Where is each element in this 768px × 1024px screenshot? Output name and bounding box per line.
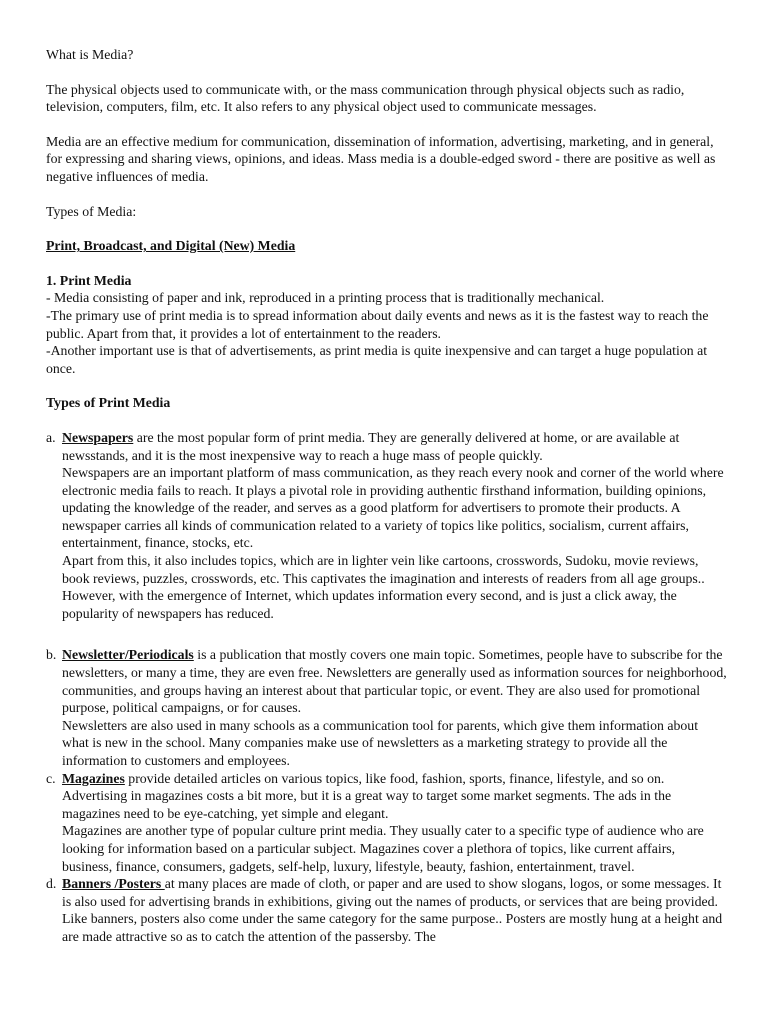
term-newsletter: Newsletter/Periodicals (62, 647, 194, 663)
term-magazines: Magazines (62, 770, 125, 786)
term-newspapers: Newspapers (62, 429, 134, 445)
print-media-line-2: -The primary use of print media is to spread information about daily events and news as it is the fastest way to reach the public. Apart from that, it provides a lot of entertainment to the readers. (46, 307, 709, 341)
term-banners: Banners /Posters (62, 876, 165, 892)
item-paragraph: Newsletters are also used in many schools as a communication tool for parents, which give them information about what is new in the school. Many companies make use of newsletters as a marketing strategy to provide all the information to customers and employees. (62, 717, 699, 768)
list-marker: b. (46, 647, 57, 663)
item-paragraph: Apart from this, it also includes topics, which are in lighter vein like cartoons, crosswords, Sudoku, movie reviews, book reviews, puzzles, crosswords, etc. This captivates the imagination and interests of readers from all age groups.. However, with the emergence of Internet, which updates information every second, and is just a click away, the popularity of newspapers has reduced. (62, 553, 705, 621)
types-of-print-media-heading: Types of Print Media (46, 395, 171, 411)
intro-paragraph-1: The physical objects used to communicate with, or the mass communication through physical objects such as radio, television, computers, film, etc. It also refers to any physical object used to communicate messages. (46, 81, 685, 115)
item-paragraph: Newspapers are an important platform of mass communication, as they reach every nook and corner of the world where electronic media fails to reach. It plays a pivotal role in providing authentic firsthand information, building opinions, updating the knowledge of the reader, and serves as a good platform for advertisers to promote their products. A newspaper carries all kinds of communication related to a variety of topics like politics, socialism, current affairs, entertainment, finance, stocks, etc. (62, 465, 724, 551)
intro-paragraph-2: Media are an effective medium for communication, dissemination of information, advertising, marketing, and in general, for expressing and sharing views, opinions, and ideas. Mass media is a double-edged sword - there are positive as well as negative influences of media. (46, 133, 716, 184)
print-media-types-list (46, 429, 728, 946)
section-heading: Print, Broadcast, and Digital (New) Media (46, 238, 296, 254)
types-of-media-label: Types of Media: (46, 203, 137, 219)
list-marker: a. (46, 429, 56, 445)
print-media-line-3: -Another important use is that of advertisements, as print media is quite inexpensive and can target a huge population at once. (46, 343, 708, 376)
print-media-heading: 1. Print Media (46, 272, 132, 288)
list-marker: d. (46, 876, 57, 892)
item-text: provide detailed articles on various topics, like food, fashion, sports, finance, lifestyle, and so on. Advertising in magazines costs a bit more, but it is a great way to target some market segments. The ads in the magazines need to be eye-catching, yet simple and elegant. (62, 770, 672, 821)
item-text: at many places are made of cloth, or paper and are used to show slogans, logos, or some messages. It is also used for advertising brands in exhibitions, giving out the names of products, or services that are being provided. Like banners, posters also come under the same category for the same purpose.. Posters are mostly hung at a height and are made attractive so as to catch the attention of the passersby. The (62, 876, 723, 944)
list-item-magazines (46, 770, 728, 876)
list-item-newspapers (46, 429, 728, 623)
print-media-line-1: - Media consisting of paper and ink, reproduced in a printing process that is traditionally mechanical. (46, 290, 605, 306)
item-paragraph: Magazines are another type of popular culture print media. They usually cater to a specific type of audience who are looking for information based on a particular subject. Magazines cover a plethora of topics, like current affairs, business, finance, consumers, gadgets, self-help, luxury, lifestyle, beauty, fashion, entertainment, travel. (62, 823, 704, 874)
document-title: What is Media? (46, 47, 134, 62)
list-item-banners (46, 875, 728, 945)
list-item-newsletter (46, 646, 728, 769)
item-text: are the most popular form of print media. They are generally delivered at home, or are available at newsstands, and it is the most inexpensive way to reach a huge mass of people quickly. (62, 429, 680, 463)
list-marker: c. (46, 770, 56, 786)
item-text: is a publication that mostly covers one main topic. Sometimes, people have to subscribe for the newsletters, or many a time, they are even free. Newsletters are generally used as information sources for neighborhood, communities, and groups having an interest about that particular topic, or event. They are also used for promotional purpose, political campaigns, or for causes. (62, 647, 727, 716)
